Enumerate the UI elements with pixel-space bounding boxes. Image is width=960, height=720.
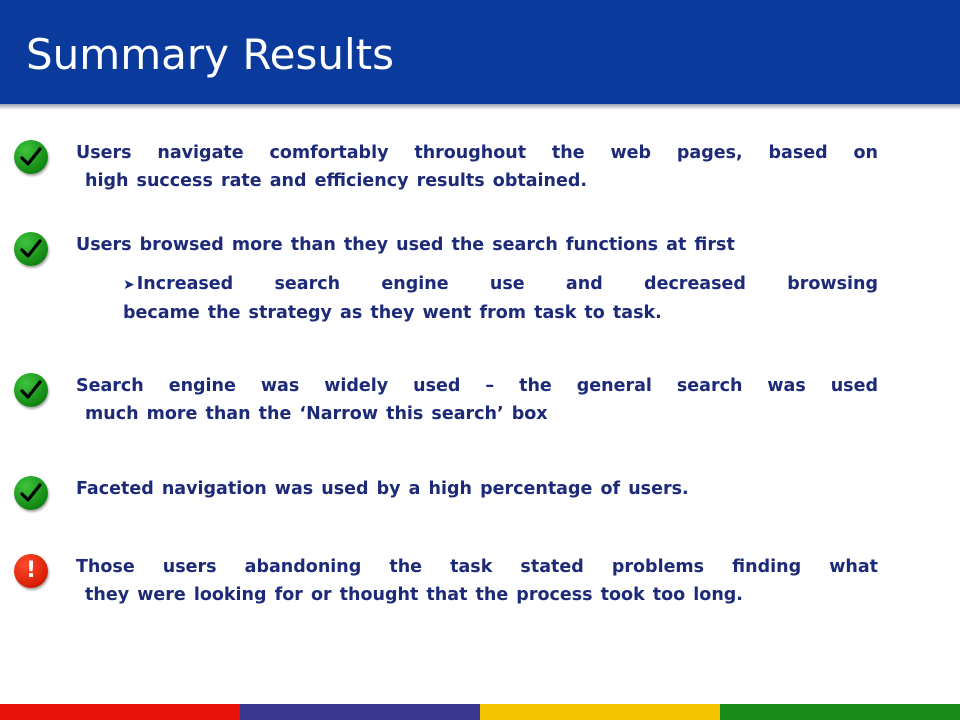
summary-item-line: Search engine was widely used – the general search was used	[76, 376, 878, 396]
summary-item-line: Faceted navigation was used by a high percentage of users.	[76, 479, 689, 499]
summary-item-line: they were looking for or thought that the process took too long.	[85, 585, 743, 605]
bottom-color-bar	[0, 704, 960, 720]
summary-item-line: much more than the ‘Narrow this search’ box	[85, 404, 548, 424]
check-icon	[14, 232, 48, 266]
summary-item-line: Those users abandoning the task stated problems finding what	[76, 557, 878, 577]
sub-item-line: became the strategy as they went from task to task.	[123, 303, 662, 323]
summary-item-text	[76, 139, 878, 195]
slide-title: Summary Results	[26, 30, 394, 79]
bottom-bar-red	[0, 704, 240, 720]
summary-sub-item	[123, 270, 878, 327]
check-icon	[14, 476, 48, 510]
title-bar	[0, 0, 960, 104]
sub-item-line: Increased search engine use and decreased browsing	[136, 274, 878, 294]
bottom-bar-yellow	[480, 704, 720, 720]
arrow-bullet-icon: ➤	[123, 277, 135, 293]
summary-item-line: high success rate and efficiency results obtained.	[85, 171, 588, 191]
check-icon	[14, 140, 48, 174]
summary-item-text	[76, 475, 878, 503]
summary-item-text	[76, 372, 878, 428]
title-bar-shadow	[0, 104, 960, 110]
summary-item-line: Users navigate comfortably throughout the web pages, based on	[76, 143, 878, 163]
summary-item-text	[76, 231, 878, 259]
bottom-bar-green	[720, 704, 960, 720]
summary-item-text	[76, 553, 878, 609]
exclamation-icon	[14, 554, 48, 588]
summary-item-line: Users browsed more than they used the search functions at first	[76, 235, 735, 255]
check-icon	[14, 373, 48, 407]
bottom-bar-blue	[240, 704, 480, 720]
exclamation-symbol: !	[25, 558, 37, 583]
